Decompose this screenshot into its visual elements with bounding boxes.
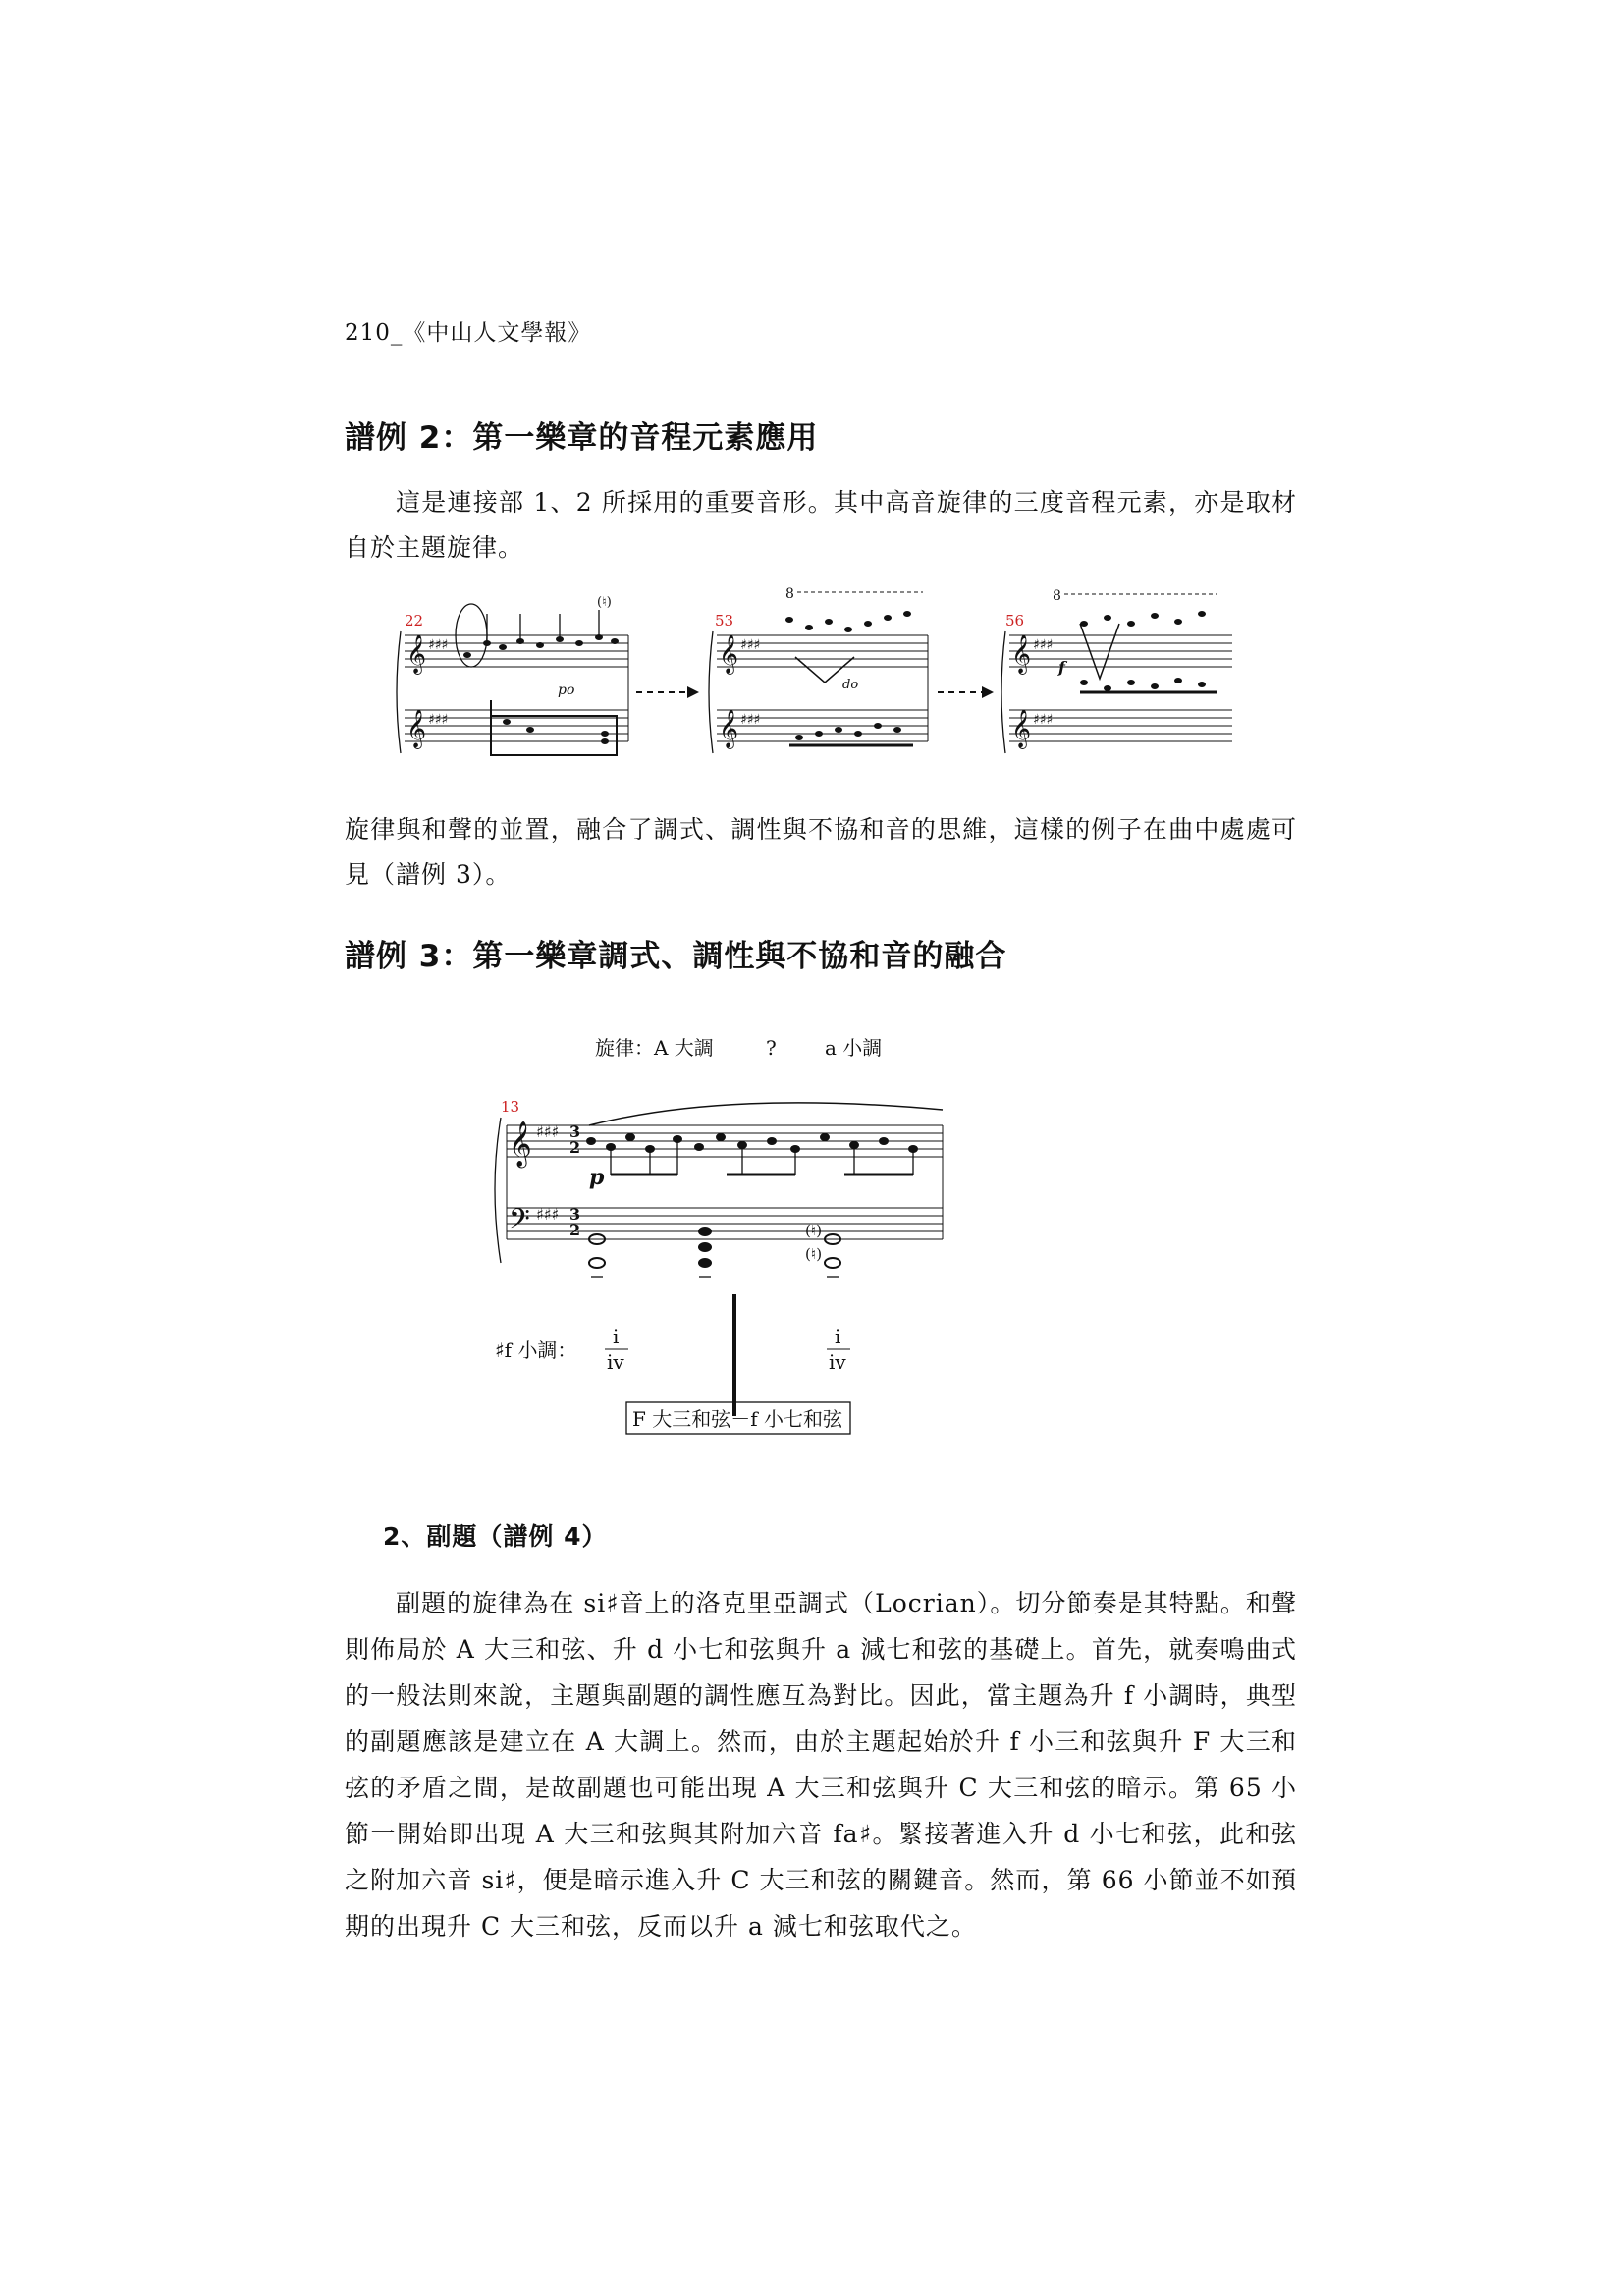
svg-text:♯♯♯: ♯♯♯: [740, 637, 761, 653]
roman-numeral-2-top: i: [835, 1325, 841, 1348]
treble-clef-icon: 𝄞: [406, 634, 427, 674]
dynamic-mark: p: [589, 1165, 605, 1190]
measure-number-56: 56: [1005, 612, 1025, 629]
score-excerpt-2: [709, 586, 928, 753]
bass-clef-icon: 𝄢: [509, 1203, 530, 1242]
question-mark: ?: [766, 1036, 777, 1060]
svg-text:(♮): (♮): [597, 595, 612, 610]
score-excerpt-3: [1001, 588, 1232, 753]
roman-numeral-2-bottom: iv: [829, 1350, 846, 1374]
roman-numeral-1-bottom: iv: [607, 1350, 624, 1374]
example-3-score-figure: [481, 1031, 972, 1444]
body-paragraph-1: 旋律與和聲的並置，融合了調式、調性與不協和音的思維，這樣的例子在曲中處處可見（譜例 3）。: [345, 815, 1297, 889]
svg-text:♯♯♯: ♯♯♯: [1033, 637, 1054, 653]
svg-text:po: po: [558, 683, 575, 698]
treble-clef-icon: 𝄞: [1011, 634, 1032, 674]
arrow-icon: [982, 686, 994, 698]
section-2-heading: 2、副題（譜例 4）: [383, 1522, 608, 1551]
svg-text:(♮): (♮): [805, 1222, 823, 1239]
svg-text:♯♯♯: ♯♯♯: [536, 1122, 560, 1141]
svg-text:8: 8: [1053, 588, 1061, 604]
arrow-icon: [687, 686, 699, 698]
svg-text:3: 3: [569, 1205, 581, 1224]
chord-box-label: F 大三和弦－f 小七和弦: [632, 1407, 842, 1431]
score-excerpt-1: [397, 595, 628, 755]
treble-clef-icon: 𝄞: [719, 709, 739, 748]
example-2-title: 譜例 2：第一樂章的音程元素應用: [345, 420, 819, 456]
svg-text:3: 3: [569, 1122, 581, 1141]
example-3-title: 譜例 3：第一樂章調式、調性與不協和音的融合: [345, 939, 1007, 974]
running-header: 210_《中山人文學報》: [345, 320, 592, 346]
example-2-score-figure: [393, 584, 1257, 781]
measure-number-13: 13: [501, 1098, 520, 1116]
key-label: ♯f 小調：: [495, 1339, 577, 1362]
svg-text:♯♯♯: ♯♯♯: [740, 712, 761, 728]
example-2-intro: 這是連接部 1、2 所採用的重要音形。其中高音旋律的三度音程元素，亦是取材自於主題旋律。: [345, 488, 1297, 562]
svg-text:do: do: [842, 678, 859, 692]
roman-numeral-1-top: i: [613, 1325, 620, 1348]
svg-text:(♮): (♮): [805, 1245, 823, 1263]
svg-text:2: 2: [569, 1138, 581, 1157]
svg-text:8: 8: [785, 586, 794, 602]
svg-text:f: f: [1058, 658, 1065, 677]
svg-text:♯♯♯: ♯♯♯: [1033, 712, 1054, 728]
treble-clef-icon: 𝄞: [719, 634, 739, 674]
measure-number-22: 22: [405, 612, 424, 629]
melody-key-label: 旋律：A 大調: [595, 1036, 714, 1060]
svg-text:♯♯♯: ♯♯♯: [428, 712, 449, 728]
treble-clef-icon: 𝄞: [509, 1121, 532, 1167]
treble-clef-icon: 𝄞: [406, 709, 427, 748]
svg-text:2: 2: [569, 1221, 581, 1239]
treble-clef-icon: 𝄞: [1011, 709, 1032, 748]
svg-text:♯♯♯: ♯♯♯: [428, 637, 449, 653]
section-2-paragraph: 副題的旋律為在 si♯音上的洛克里亞調式（Locrian）。切分節奏是其特點。和聲則佈局於 A 大三和弦、升 d 小七和弦與升 a 減七和弦的基礎上。首先，就奏鳴曲式的一般法則來說，主題與副題的調性應互為對比。因此，當主題為升 f 小調時，典型的副題應該是建立在 A 大調上。然而，由於主題起始於升 f 小三和弦與升 F 大三和弦的矛盾之間，是故副題也可能出現 A 大三和弦與升 C 大三和弦的暗示。第 65 小節一開始即出現 A 大三和弦與其附加六音 fa♯。緊接著進入升 d 小七和弦，此和弦之附加六音 si♯，便是暗示進入升 C 大三和弦的關鍵音。然而，第 66 小節並不如預期的出現升 C 大三和弦，反而以升 a 減七和弦取代之。: [345, 1589, 1297, 1941]
svg-text:♯♯♯: ♯♯♯: [536, 1205, 560, 1224]
minor-key-label: a 小調: [825, 1036, 883, 1060]
measure-number-53: 53: [715, 612, 734, 629]
